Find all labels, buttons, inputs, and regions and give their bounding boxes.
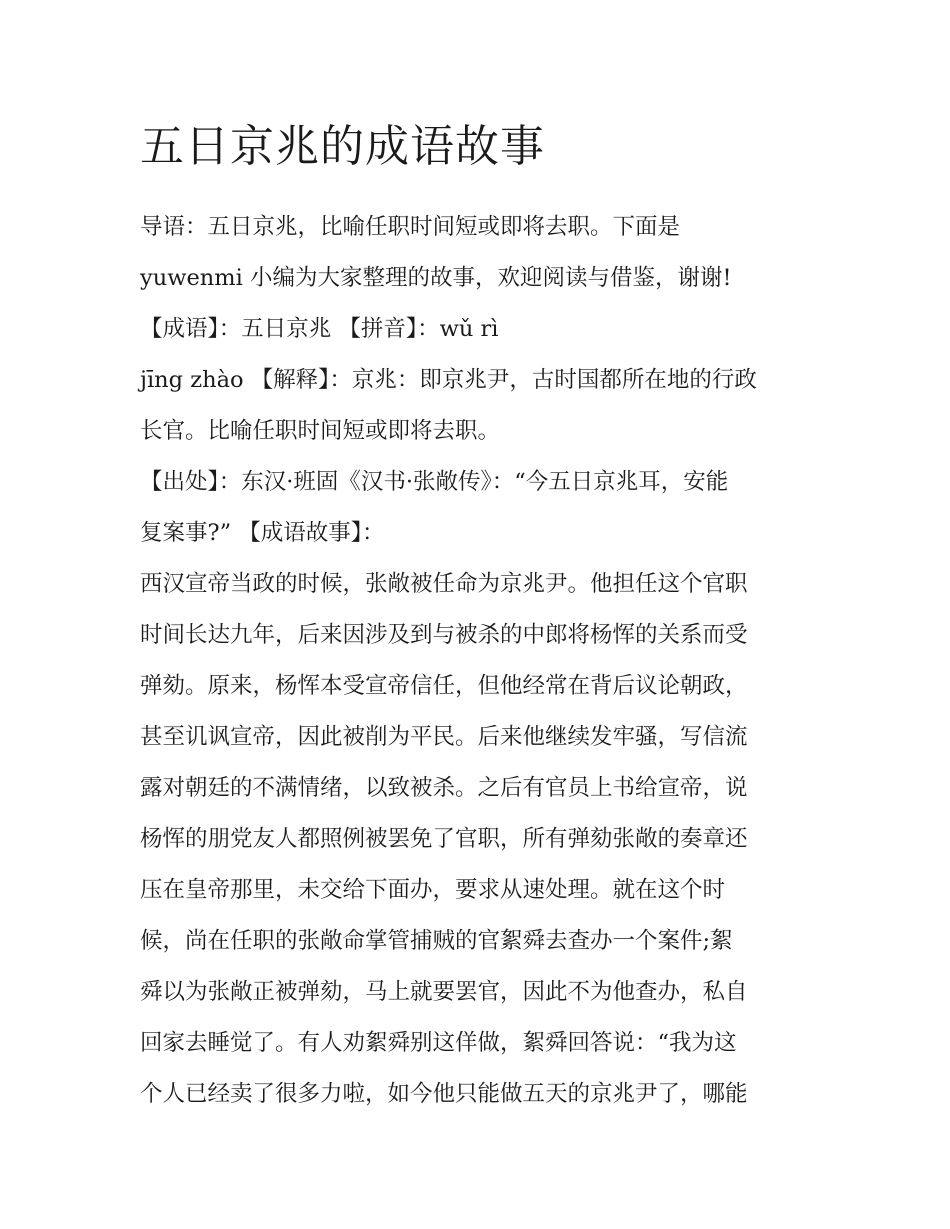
body-line: 个人已经卖了很多力啦，如今他只能做五天的京兆尹了，哪能 [140,1081,748,1107]
body-line: 复案事?” 【成语故事】： [140,520,385,546]
document-title: 五日京兆的成语故事 [140,121,545,172]
document-page [140,112,815,1120]
body-line: jīng zhào 【解释】：京兆：即京兆尹，古时国都所在地的行政 [140,367,757,393]
body-line: 导语：五日京兆，比喻任职时间短或即将去职。下面是 [140,214,681,240]
body-line: 压在皇帝那里，未交给下面办，要求从速处理。就在这个时 [140,877,726,903]
body-line: 舜以为张敞正被弹劾，马上就要罢官，因此不为他查办，私自 [140,979,748,1005]
body-line: 【成语】：五日京兆 【拼音】：wǔ rì [140,316,499,342]
body-line: 候，尚在任职的张敞命掌管捕贼的官絮舜去查办一个案件;絮 [140,928,733,954]
document-body [140,202,815,1120]
body-line: 杨恽的朋党友人都照例被罢免了官职，所有弹劾张敞的奏章还 [140,826,748,852]
body-line: 弹劾。原来，杨恽本受宣帝信任，但他经常在背后议论朝政， [140,673,748,699]
body-line: yuwenmi 小编为大家整理的故事，欢迎阅读与借鉴，谢谢! [140,265,732,291]
body-line: 时间长达九年，后来因涉及到与被杀的中郎将杨恽的关系而受 [140,622,748,648]
body-line: 西汉宣帝当政的时候，张敞被任命为京兆尹。他担任这个官职 [140,571,748,597]
body-line: 露对朝廷的不满情绪，以致被杀。之后有官员上书给宣帝，说 [140,775,748,801]
body-line: 【出处】：东汉·班固《汉书·张敞传》：“今五日京兆耳，安能 [140,469,729,495]
body-line: 长官。比喻任职时间短或即将去职。 [140,418,501,444]
body-line: 回家去睡觉了。有人劝絮舜别这佯做，絮舜回答说：“我为这 [140,1030,737,1056]
body-line: 甚至讥讽宣帝，因此被削为平民。后来他继续发牢骚，写信流 [140,724,748,750]
